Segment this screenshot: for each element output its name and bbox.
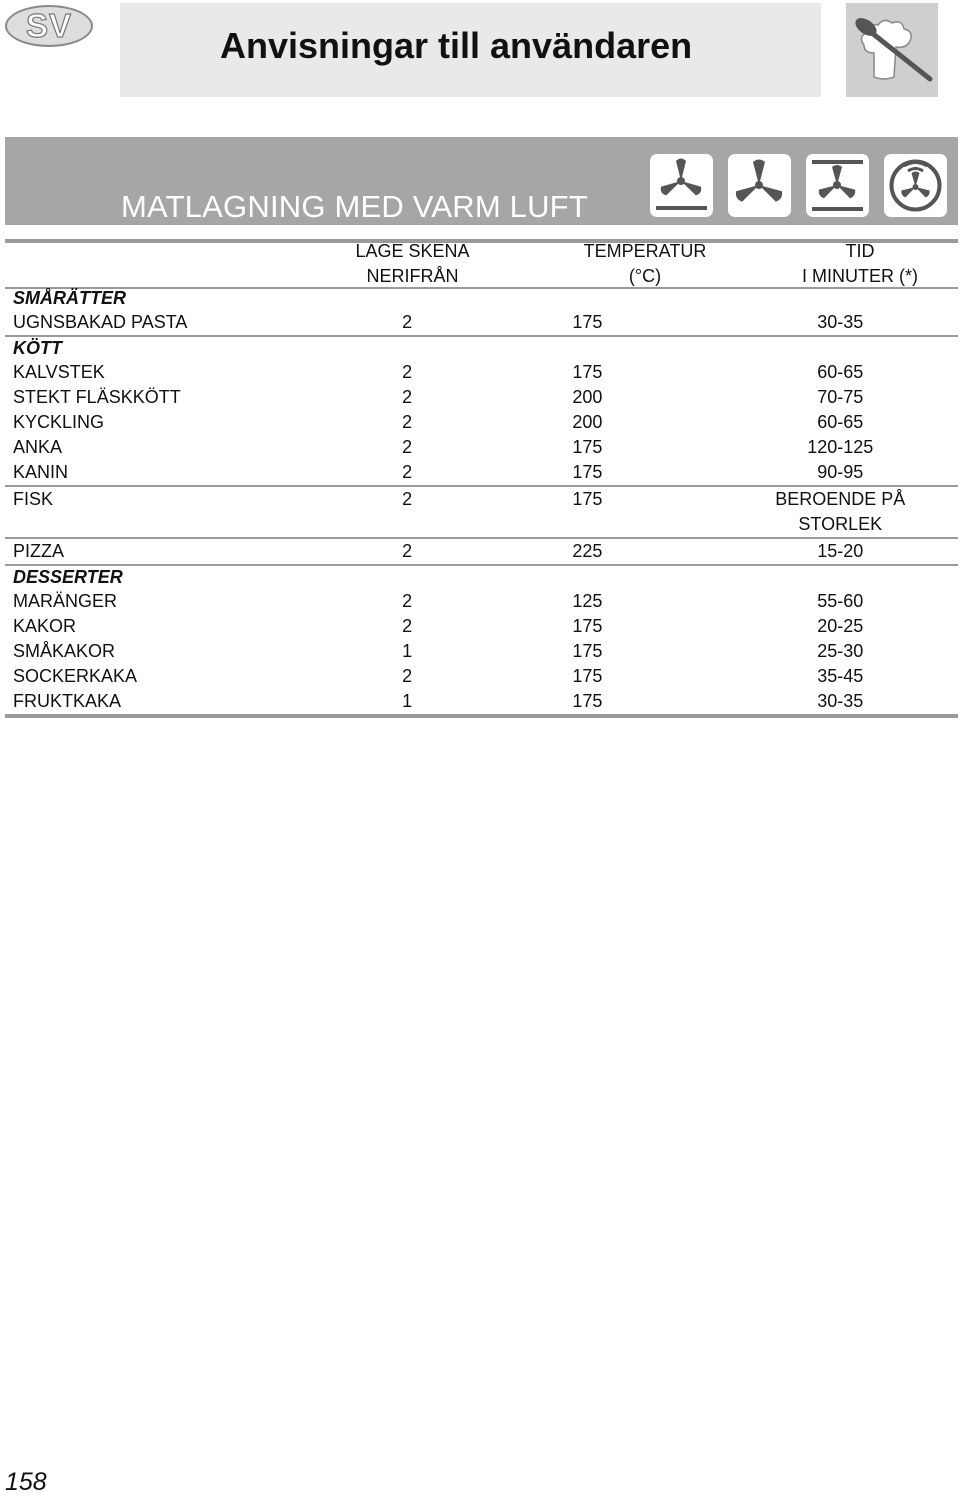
dish-name: KANIN <box>13 462 69 482</box>
header-shelf-line2: NERIFRÅN <box>366 266 459 286</box>
section-title: MATLAGNING MED VARM LUFT <box>121 189 588 224</box>
shelf-position <box>362 565 452 589</box>
category-row <box>5 287 958 310</box>
shelf-position: 2 <box>362 538 452 565</box>
temperature: 175 <box>572 462 603 482</box>
dish-name: KAKOR <box>13 616 77 636</box>
cooking-time: 60-65 <box>817 362 864 382</box>
cooking-time: 70-75 <box>817 387 864 407</box>
table-row <box>5 664 958 689</box>
cooking-time: 120-125 <box>807 437 874 457</box>
header-time <box>780 239 940 289</box>
temperature <box>452 336 722 360</box>
temperature: 200 <box>572 412 603 432</box>
temperature: 175 <box>572 437 603 457</box>
shelf-position: 1 <box>402 641 413 661</box>
cooking-time: 30-35 <box>817 691 864 711</box>
table-row <box>5 310 958 336</box>
cooking-time: 90-95 <box>817 462 864 482</box>
category-row <box>5 565 958 589</box>
table-row <box>5 435 958 460</box>
dish-name: FRUKTKAKA <box>13 691 122 711</box>
language-badge <box>5 5 93 47</box>
shelf-position: 2 <box>402 312 413 332</box>
dish-name: STEKT FLÄSKKÖTT <box>13 387 181 407</box>
table-row <box>5 385 958 410</box>
fan-bottom-heat-icon <box>650 154 713 217</box>
header-shelf <box>340 239 485 289</box>
fan-ring-heat-icon <box>884 154 947 217</box>
table-row <box>5 639 958 664</box>
dish-name: ANKA <box>13 437 63 457</box>
temperature <box>452 565 722 589</box>
shelf-position: 2 <box>402 462 413 482</box>
category-name: KÖTT <box>5 336 362 360</box>
cooking-time: BEROENDE PÅ STORLEK <box>723 486 958 538</box>
cooking-time: 60-65 <box>817 412 864 432</box>
table-row <box>5 589 958 614</box>
dish-name: PIZZA <box>5 538 362 565</box>
temperature: 125 <box>572 591 603 611</box>
dish-name: SOCKERKAKA <box>13 666 138 686</box>
shelf-position <box>362 287 452 310</box>
cooking-time: 55-60 <box>817 591 864 611</box>
temperature: 175 <box>572 641 603 661</box>
cooking-time: 25-30 <box>817 641 864 661</box>
language-badge-label: SV <box>25 7 73 44</box>
shelf-position: 2 <box>362 486 452 538</box>
shelf-position <box>362 336 452 360</box>
page-header <box>120 3 821 97</box>
dish-name: KALVSTEK <box>13 362 105 382</box>
shelf-position: 2 <box>402 437 413 457</box>
header-time-line2: I MINUTER (*) <box>802 266 918 286</box>
cooking-time <box>723 287 958 310</box>
fan-icon <box>728 154 791 217</box>
temperature: 175 <box>572 312 603 332</box>
chef-spoon-logo <box>846 3 938 97</box>
header-shelf-line1: LAGE SKENA <box>355 241 470 261</box>
temperature: 175 <box>572 666 603 686</box>
table-row <box>5 410 958 435</box>
page-title: Anvisningar till användaren <box>220 25 693 66</box>
cooking-time: 35-45 <box>817 666 864 686</box>
table-bottom-rule <box>5 714 958 718</box>
temperature: 175 <box>572 616 603 636</box>
temperature: 175 <box>572 362 603 382</box>
category-row <box>5 336 958 360</box>
header-temperature-line1: TEMPERATUR <box>583 241 707 261</box>
temperature: 175 <box>572 691 603 711</box>
table-row <box>5 538 958 565</box>
cooking-time: 30-35 <box>817 312 864 332</box>
header-time-line1: TID <box>845 241 875 261</box>
shelf-position: 2 <box>402 412 413 432</box>
shelf-position: 2 <box>402 666 413 686</box>
shelf-position: 2 <box>402 616 413 636</box>
header-temperature <box>555 239 735 289</box>
shelf-position: 2 <box>402 387 413 407</box>
shelf-position: 1 <box>402 691 413 711</box>
table-row <box>5 460 958 486</box>
table-row <box>5 486 958 538</box>
temperature: 200 <box>572 387 603 407</box>
cooking-time: 20-25 <box>817 616 864 636</box>
dish-name: MARÄNGER <box>13 591 118 611</box>
category-name: SMÅRÄTTER <box>13 288 126 308</box>
shelf-position: 2 <box>402 591 413 611</box>
cooking-time <box>723 336 958 360</box>
dish-name: SMÅKAKOR <box>13 641 116 661</box>
dish-name: FISK <box>5 486 362 538</box>
table-row <box>5 360 958 385</box>
cooking-time: 15-20 <box>723 538 958 565</box>
table-row <box>5 614 958 639</box>
page-number: 158 <box>5 1468 47 1496</box>
cooking-table <box>5 287 958 714</box>
fan-top-bottom-heat-icon <box>806 154 869 217</box>
dish-name: UGNSBAKAD PASTA <box>13 312 188 332</box>
cooking-time <box>723 565 958 589</box>
temperature: 175 <box>452 486 722 538</box>
dish-name: KYCKLING <box>13 412 105 432</box>
section-banner <box>5 137 958 225</box>
table-row <box>5 689 958 714</box>
header-temperature-line2: (°C) <box>628 266 662 286</box>
category-name: DESSERTER <box>5 565 362 589</box>
temperature <box>452 287 722 310</box>
shelf-position: 2 <box>402 362 413 382</box>
temperature: 225 <box>452 538 722 565</box>
